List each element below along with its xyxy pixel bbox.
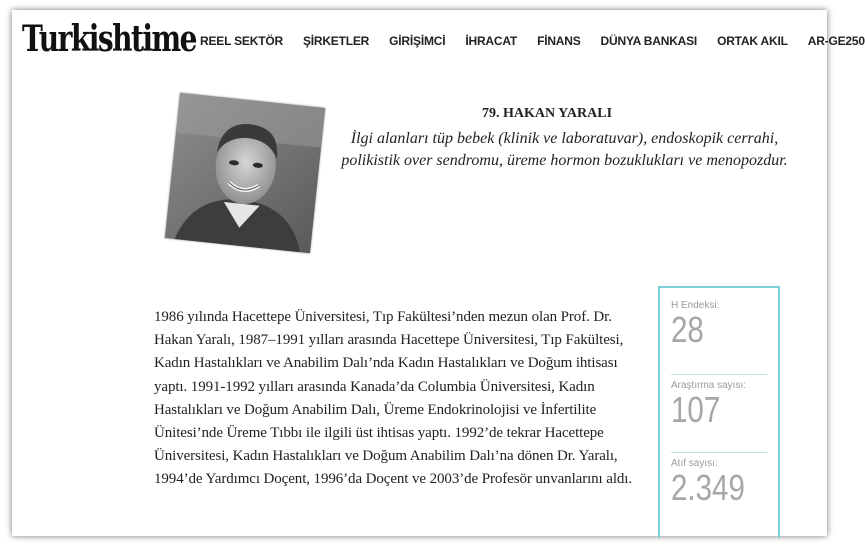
profile-bio: 1986 yılında Hacettepe Üniversitesi, Tıp Fakültesi’nden mezun olan Prof. Dr. Hakan Yaralı, 1987–1991 yılları arasında Hacettepe Üniversitesi, Tıp Fakültesi, Kadın Hastalıkları ve Anabilim Dalı’nda Kadın Hastalıkları ve Doğum ihtisası yaptı. 1991-1992 yılları arasında Kanada’da Columbia Üniversitesi, Kadın Hastalıkları ve Doğum Anabilim Dalı, Üreme Endokrinolojisi ve İnfertilite Ünitesi’nde Üreme Tıbbı ile ilgili üst ihtisas yaptı. 1992’de tekrar Hacettepe Üniversitesi, Kadın Hastalıkları ve Doğum Anabilim Dalı’na dönen Dr. Yaralı, 1994’de Yardımcı Doçent, 1996’da Doçent ve 2003’de Profesör unvanlarını aldı. [154,309,633,488]
stat-h-index-value: 28 [671,309,704,350]
site-header [12,10,865,76]
nav-item-ortak-akil[interactable]: ORTAK AKIL [717,34,788,48]
stat-research-count [671,380,767,429]
nav-item-dunya-bankasi[interactable]: DÜNYA BANKASI [600,34,698,48]
stat-citation-value: 2.349 [671,467,745,508]
page-frame [12,10,865,536]
nav-item-ihracat[interactable]: İHRACAT [465,34,518,48]
site-logo[interactable]: Turkishtime [22,18,196,60]
profile-photo [162,90,328,256]
stat-divider [671,452,767,453]
stats-box [658,286,780,538]
nav-item-ar-ge250[interactable]: AR-GE250 [807,34,865,48]
stat-h-index [671,300,767,349]
stat-h-index-label: H Endeksi: [671,300,720,311]
portrait-image [165,93,325,253]
nav-item-girisimci[interactable]: GİRİŞİMCİ [389,34,446,48]
profile-subtitle: İlgi alanları tüp bebek (klinik ve laboratuvar), endoskopik cerrahi, polikistik over sendromu, üreme hormon bozuklukları ve menopozdur. [341,130,788,169]
nav-item-sirketler[interactable]: ŞİRKETLER [302,34,370,48]
nav-item-finans[interactable]: FİNANS [537,34,581,48]
stat-divider [671,374,767,375]
profile-title: 79. HAKAN YARALI [482,106,613,121]
stat-research-value: 107 [671,389,721,430]
nav-item-reel-sektor[interactable]: REEL SEKTÖR [200,34,283,48]
stat-research-label: Araştırma sayısı: [671,380,747,391]
stat-citation-label: Atıf sayısı: [671,458,718,469]
main-nav [200,34,865,48]
stat-citation-count [671,458,767,507]
